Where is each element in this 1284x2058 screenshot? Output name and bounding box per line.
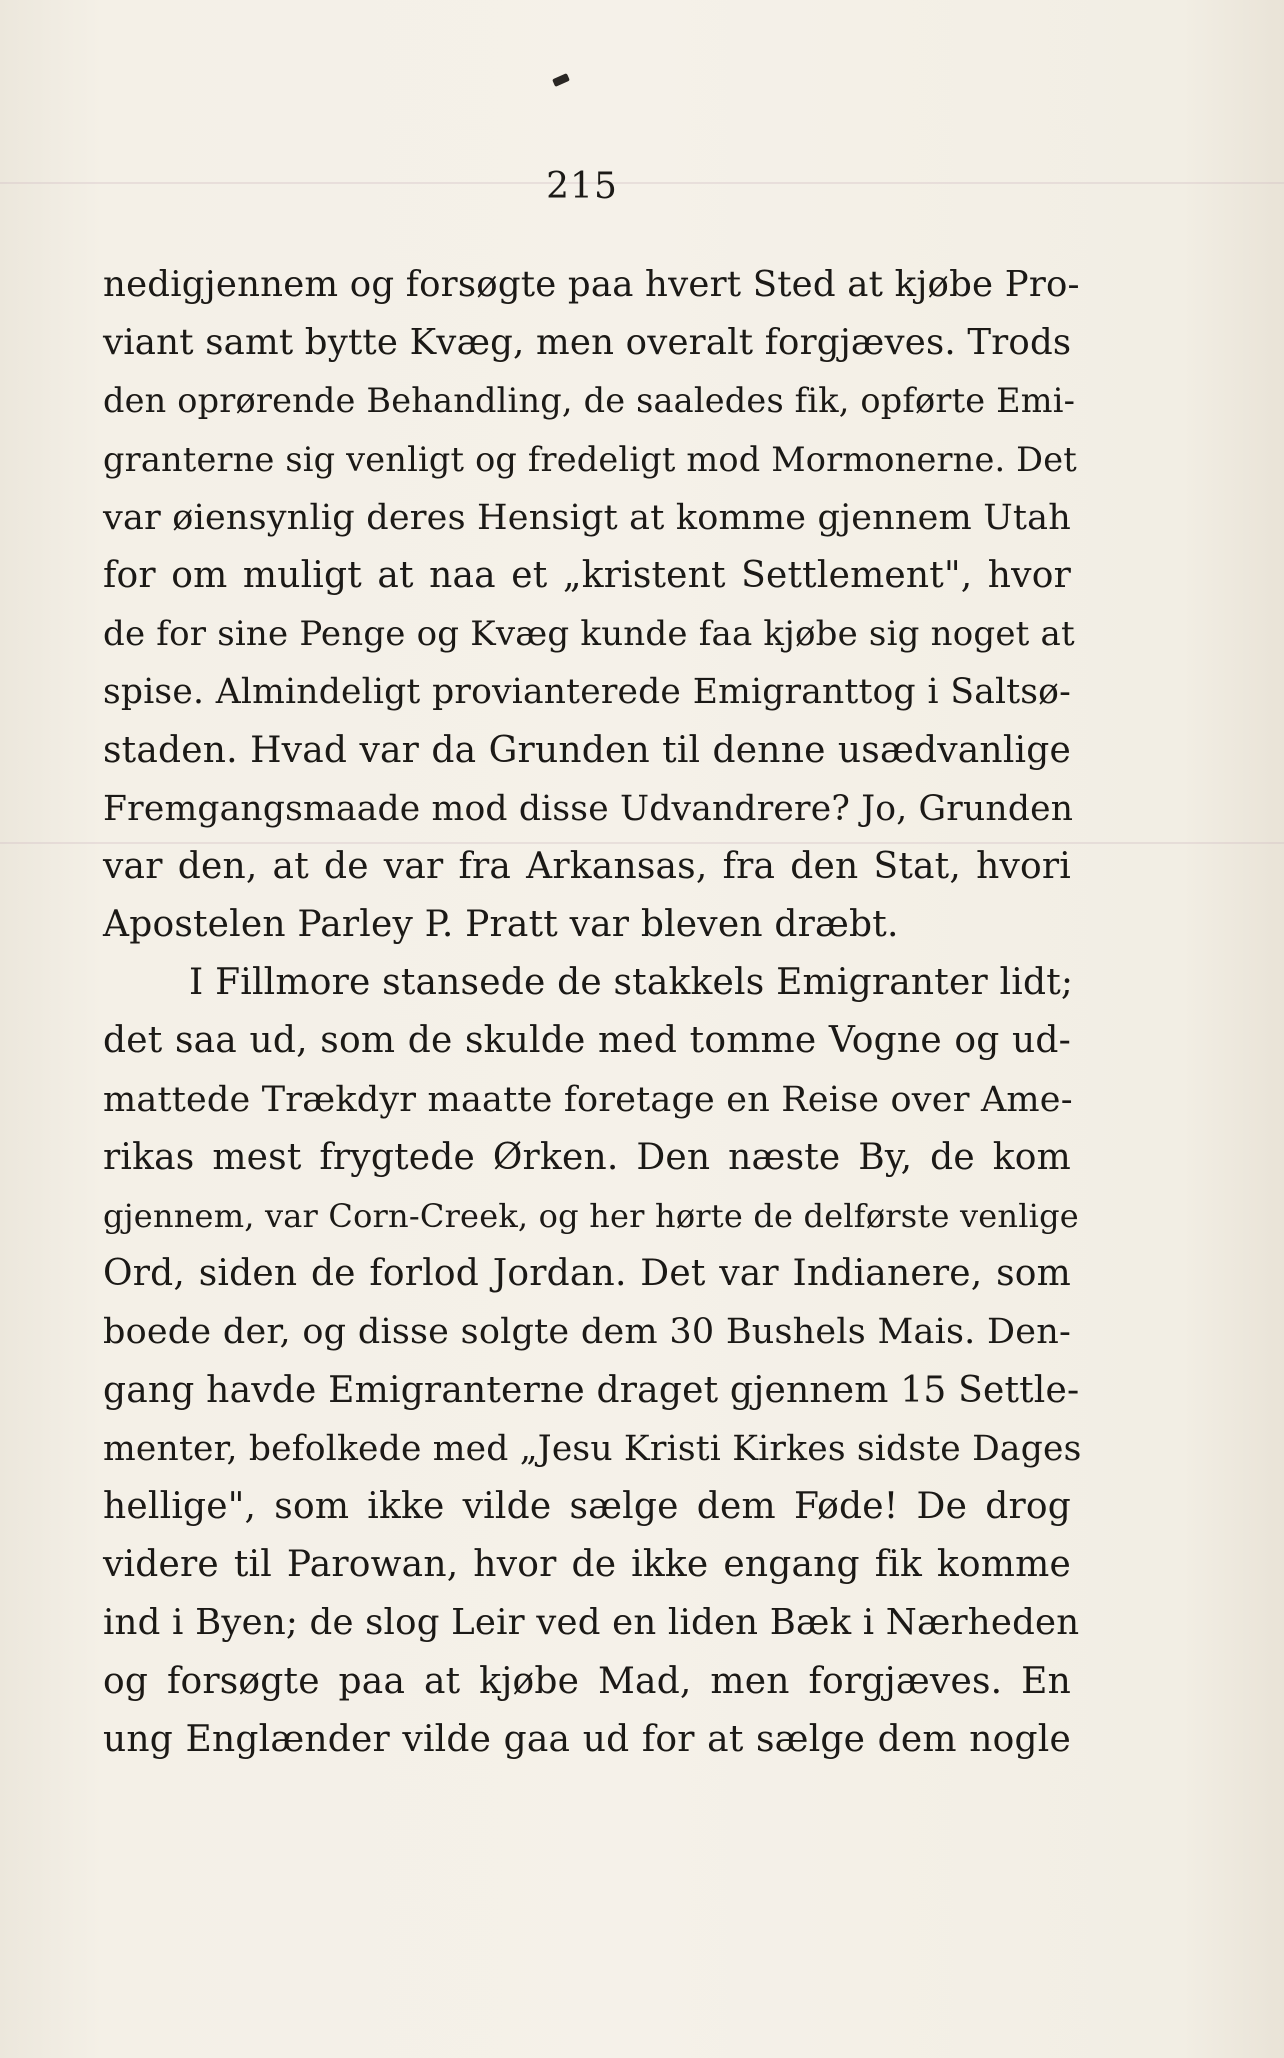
text-line: ind i Byen; de slog Leir ved en liden Bæk i Nærheden (103, 1602, 1080, 1644)
text-line: for om muligt at naa et „kristent Settlement", hvor (103, 554, 1071, 596)
text-line: det saa ud, som de skulde med tomme Vogne og ud- (103, 1020, 1071, 1062)
body-text (103, 256, 1082, 1769)
text-line: den oprørende Behandling, de saaledes fik, opførte Emi- (103, 381, 1076, 421)
text-line: var øiensynlig deres Hensigt at komme gjennem Utah (103, 497, 1071, 538)
text-line: gjennem, var Corn-Creek, og her hørte de delførste venlige (103, 1197, 1079, 1235)
text-line: spise. Almindeligt provianterede Emigranttog i Saltsø- (103, 672, 1071, 713)
text-line: og forsøgte paa at kjøbe Mad, men forgjæves. En (103, 1660, 1071, 1702)
text-line: staden. Hvad var da Grunden til denne usædvanlige (103, 729, 1071, 771)
text-line: var den, at de var fra Arkansas, fra den Stat, hvori (103, 845, 1071, 887)
text-line: mattede Trækdyr maatte foretage en Reise over Ame- (103, 1079, 1073, 1120)
text-line: Ord, siden de forlod Jordan. Det var Indianere, som (103, 1253, 1071, 1295)
text-line: hellige", som ikke vilde sælge dem Føde! De drog (103, 1485, 1071, 1527)
text-line: granterne sig venligt og fredeligt mod Mormonerne. Det (103, 439, 1077, 479)
text-line: viant samt bytte Kvæg, men overalt forgjæves. Trods (103, 322, 1072, 364)
page-number: 215 (546, 166, 618, 207)
text-line: boede der, og disse solgte dem 30 Bushels Mais. Den- (103, 1312, 1071, 1353)
text-line: nedigjennem og forsøgte paa hvert Sted at kjøbe Pro- (103, 264, 1080, 305)
ink-mark (552, 73, 570, 87)
text-line: rikas mest frygtede Ørken. Den næste By, de kom (103, 1136, 1071, 1178)
text-line: Apostelen Parley P. Pratt var bleven dræbt. (103, 904, 899, 946)
text-line: ung Englænder vilde gaa ud for at sælge dem nogle (103, 1718, 1071, 1760)
text-line: I Fillmore stansede de stakkels Emigranter lidt; (189, 962, 1074, 1004)
text-line: gang havde Emigranterne draget gjennem 15 Settle- (103, 1369, 1080, 1411)
text-line: menter, befolkede med „Jesu Kristi Kirkes sidste Dages (103, 1428, 1082, 1469)
text-line: videre til Parowan, hvor de ikke engang fik komme (103, 1544, 1071, 1586)
text-line: Fremgangsmaade mod disse Udvandrere? Jo, Grunden (103, 788, 1074, 829)
text-line: de for sine Penge og Kvæg kunde faa kjøbe sig noget at (103, 614, 1075, 655)
